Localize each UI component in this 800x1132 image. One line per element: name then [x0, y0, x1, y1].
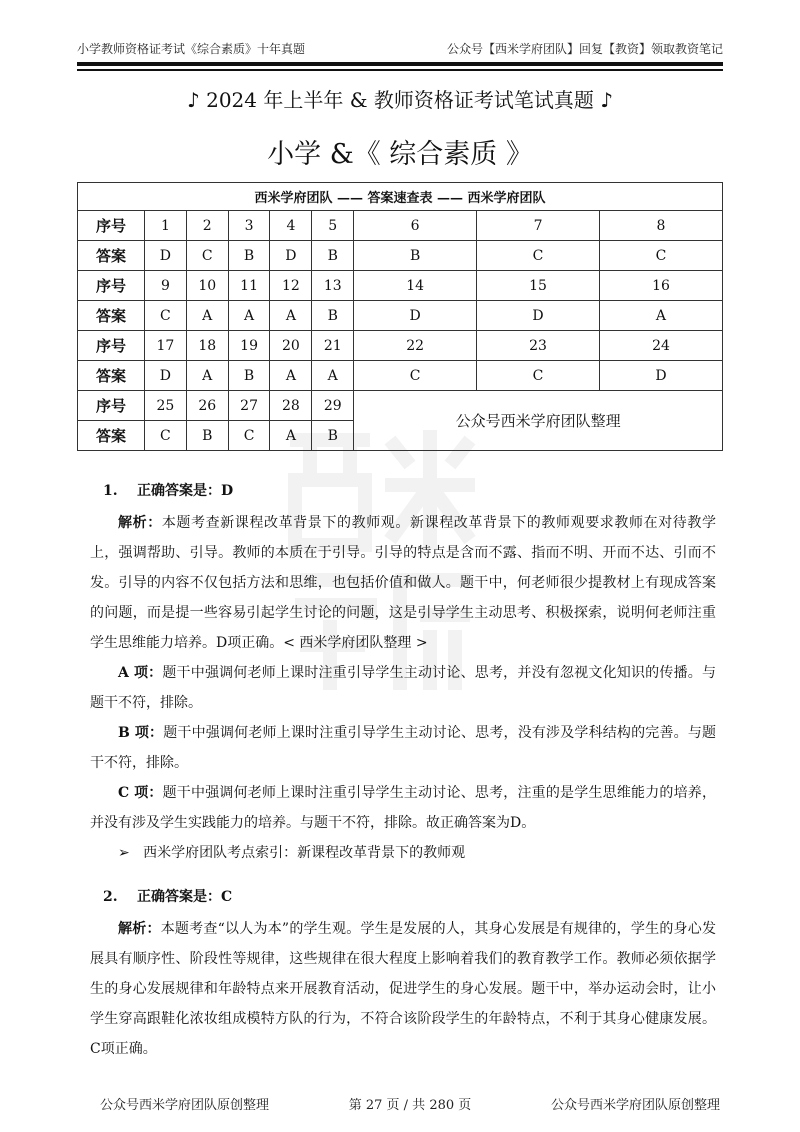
answer-value: B — [228, 361, 270, 391]
answer-value: D — [477, 301, 600, 331]
explanations — [90, 472, 716, 1064]
num-label: 序号 — [78, 271, 145, 301]
arrow-bullet-icon: ➢ — [118, 845, 144, 861]
q1-keypoint: ➢ 西米学府团队考点索引：新课程改革背景下的教师观 — [118, 845, 466, 861]
table-row — [78, 271, 723, 301]
answer-value: B — [354, 241, 477, 271]
answer-value: D — [145, 361, 187, 391]
answer-value: C — [354, 361, 477, 391]
answer-value: A — [312, 361, 354, 391]
table-caption: 西米学府团队 —— 答案速查表 —— 西米学府团队 — [78, 183, 723, 211]
answer-value: D — [354, 301, 477, 331]
answer-value: B — [312, 301, 354, 331]
answer-value: C — [145, 421, 187, 451]
answer-label: 答案 — [78, 421, 145, 451]
answer-table — [77, 182, 723, 451]
question-number: 26 — [186, 391, 228, 421]
question-number: 14 — [354, 271, 477, 301]
answer-value: B — [312, 241, 354, 271]
question-number: 2 — [186, 211, 228, 241]
answer-value: C — [477, 361, 600, 391]
answer-value: D — [599, 361, 722, 391]
question-number: 18 — [186, 331, 228, 361]
question-number: 10 — [186, 271, 228, 301]
answer-value: A — [186, 361, 228, 391]
question-number: 25 — [145, 391, 187, 421]
answer-value: D — [270, 241, 312, 271]
question-number: 8 — [599, 211, 722, 241]
q1-analysis: 解析：本题考查新课程改革背景下的教师观。新课程改革背景下的教师观要求教师在对待教学上，强调帮助、引导。教师的本质在于引导。引导的特点是含而不露、指而不明、开而不达、引而不发。引导的内容不仅包括方法和思维，也包括价值和做人。题干中，何老师很少提教材上有现成答案的问题，而是提一些容易引起学生讨论的问题，这是引导学生主动思考、积极探索，说明何老师注重学生思维能力培养。D项正确。< 西米学府团队整理 > — [90, 515, 717, 651]
page-number: 第 27 页 / 共 280 页 — [348, 1098, 472, 1113]
answer-label: 答案 — [78, 361, 145, 391]
answer-value: A — [270, 301, 312, 331]
question-number: 27 — [228, 391, 270, 421]
question-number: 20 — [270, 331, 312, 361]
question-number: 24 — [599, 331, 722, 361]
question-number: 21 — [312, 331, 354, 361]
answer-value: A — [270, 361, 312, 391]
answer-value: D — [145, 241, 187, 271]
table-row — [78, 361, 723, 391]
question-number: 11 — [228, 271, 270, 301]
answer-value: B — [186, 421, 228, 451]
question-2-heading: 2. 正确答案是：C — [103, 889, 233, 905]
q1-option-c: C 项：题干中强调何老师上课时注重引导学生主动讨论、思考，注重的是学生思维能力的培养，并没有涉及学生实践能力的培养。与题干不符，排除。故正确答案为D。 — [90, 785, 716, 831]
question-number: 12 — [270, 271, 312, 301]
answer-value: C — [145, 301, 187, 331]
q1-option-a: A 项：题干中强调何老师上课时注重引导学生主动讨论、思考，并没有忽视文化知识的传播。与题干不符，排除。 — [90, 665, 716, 711]
answer-value: B — [312, 421, 354, 451]
question-number: 4 — [270, 211, 312, 241]
answer-label: 答案 — [78, 241, 145, 271]
header-left: 小学教师资格证考试《综合素质》十年真题 — [77, 42, 306, 56]
num-label: 序号 — [78, 331, 145, 361]
question-number: 6 — [354, 211, 477, 241]
table-caption-row — [78, 183, 723, 211]
question-number: 17 — [145, 331, 187, 361]
page-header — [77, 40, 723, 57]
answer-label: 答案 — [78, 301, 145, 331]
question-number: 28 — [270, 391, 312, 421]
q1-option-b: B 项：题干中强调何老师上课时注重引导学生主动讨论、思考，没有涉及学科结构的完善。与题干不符，排除。 — [90, 725, 716, 771]
question-number: 13 — [312, 271, 354, 301]
question-number: 1 — [145, 211, 187, 241]
question-number: 16 — [599, 271, 722, 301]
header-right: 公众号【西米学府团队】回复【教资】领取教资笔记 — [446, 42, 723, 56]
question-number: 3 — [228, 211, 270, 241]
answer-value: C — [228, 421, 270, 451]
answer-value: A — [228, 301, 270, 331]
header-rule-thin — [77, 69, 723, 71]
num-label: 序号 — [78, 211, 145, 241]
table-row — [78, 331, 723, 361]
question-number: 5 — [312, 211, 354, 241]
answer-value: C — [186, 241, 228, 271]
table-row — [78, 211, 723, 241]
header-rule — [77, 62, 723, 66]
answer-value: B — [228, 241, 270, 271]
question-number: 9 — [145, 271, 187, 301]
answer-value: C — [477, 241, 600, 271]
page-footer — [100, 1094, 720, 1113]
table-row — [78, 301, 723, 331]
question-number: 29 — [312, 391, 354, 421]
question-number: 7 — [477, 211, 600, 241]
question-number: 22 — [354, 331, 477, 361]
num-label: 序号 — [78, 391, 145, 421]
exam-title: ♪ 2024 年上半年 & 教师资格证考试笔试真题 ♪ — [186, 88, 613, 112]
subject-title: 小学 &《 综合素质 》 — [267, 139, 533, 170]
table-row — [78, 391, 723, 421]
question-1-heading: 1. 正确答案是：D — [103, 483, 234, 499]
question-number: 23 — [477, 331, 600, 361]
table-row — [78, 241, 723, 271]
answer-value: A — [270, 421, 312, 451]
table-note: 公众号西米学府团队整理 — [354, 391, 723, 451]
answer-value: C — [599, 241, 722, 271]
question-number: 19 — [228, 331, 270, 361]
footer-left: 公众号西米学府团队原创整理 — [100, 1098, 270, 1113]
answer-value: A — [186, 301, 228, 331]
footer-right: 公众号西米学府团队原创整理 — [550, 1098, 720, 1113]
answer-value: A — [599, 301, 722, 331]
q2-analysis: 解析：本题考查“以人为本”的学生观。学生是发展的人，其身心发展是有规律的，学生的身心发展具有顺序性、阶段性等规律，这些规律在很大程度上影响着我们的教育教学工作。教师必须依据学生的身心发展规律和年龄特点来开展教育活动，促进学生的身心发展。题干中，举办运动会时，让小学生穿高跟鞋化浓妆组成模特方队的行为，不符合该阶段学生的年龄特点，不利于其身心健康发展。C项正确。 — [90, 921, 717, 1057]
question-number: 15 — [477, 271, 600, 301]
